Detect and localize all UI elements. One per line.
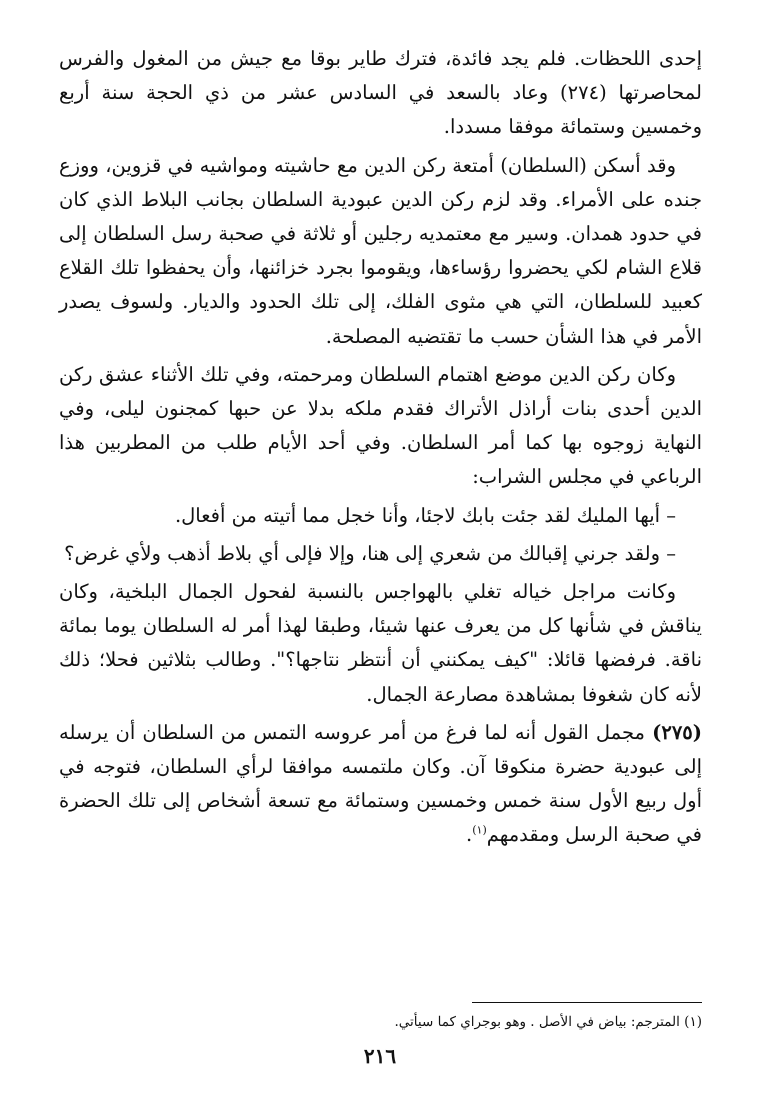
footnote-divider: [472, 1002, 702, 1003]
section-number: (٢٧٥): [652, 720, 702, 744]
paragraph-section-275: [59, 716, 702, 853]
footnote-marker: (١): [472, 823, 487, 837]
paragraph-camels: وكانت مراجل خياله تغلي بالهواجس بالنسبة لفحول الجمال البلخية، وكان يناقش في شأنها كل من يعرف عنها شيئا، وطبقا لهذا أمر له السلطان يوما بمائة ناقة. فرفضها قائلا: "كيف يمكنني أن أنتظر نتاجها؟". وطالب بثلاثين فحلا؛ ذلك لأنه كان شغوفا بمشاهدة مصارعة الجمال.: [59, 580, 702, 706]
main-text: [59, 42, 702, 857]
section-end: .: [466, 823, 473, 847]
quatrain-line-1: – أيها المليك لقد جئت بابك لاجئا، وأنا خجل مما أتيته من أفعال.: [174, 503, 676, 527]
quatrain-line-2: – ولقد جرني إقبالك من شعري إلى هنا، وإلا فإلى أي بلاط أذهب ولأي غرض؟: [64, 541, 676, 565]
section-text: مجمل القول أنه لما فرغ من أمر عروسه التمس من السلطان أن يرسله إلى عبودية حضرة منكوقا آن. وكان ملتمسه موافقا لرأي السلطان، فتوجه في أول ربيع الأول سنة خمس وخمسين وستمائة مع تسعة أشخاص إلى تلك الحضرة في صحبة الرسل ومقدمهم: [59, 720, 702, 847]
paragraph-sultan-quarters: وقد أسكن (السلطان) أمتعة ركن الدين مع حاشيته ومواشيه في قزوين، ووزع جنده على الأمراء. وقد لزم ركن الدين عبودية السلطان بجانب البلاط الذي كان في حدود همدان. وسير مع معتمديه رجلين أو ثلاثة في صحبة رسل السلطان إلى قلاع الشام لكي يحضروا رؤساءها، ويقوموا بجرد خزائنها، وأن يحفظوا تلك القلاع كعبيد للسلطان، التي هي مثوى الفلك، إلى تلك الحدود والديار. ولسوف يصدر الأمر في هذا الشأن حسب ما تقتضيه المصلحة.: [59, 153, 702, 348]
paragraph-continuation: إحدى اللحظات. فلم يجد فائدة، فترك طاير بوقا مع جيش من المغول والفرس لمحاصرتها (٢٧٤) وعاد بالسعد في السادس عشر من ذي الحجة سنة أربع وخمسين وستمائة موفقا مسددا.: [59, 47, 702, 139]
paragraph-rukn-marriage: وكان ركن الدين موضع اهتمام السلطان ومرحمته، وفي تلك الأثناء عشق ركن الدين أحدى بنات أراذل الأتراك فقدم ملكه بدلا عن حبها كمجنون ليلى، وفي النهاية زوجوه بها كما أمر السلطان. وفي أحد الأيام طلب من المطربين هذا الرباعي في مجلس الشراب:: [59, 362, 702, 489]
footnote: (١) المترجم: بياض في الأصل . وهو بوجراي كما سيأتي.: [394, 1014, 702, 1030]
page-number: ٢١٦: [363, 1044, 397, 1068]
